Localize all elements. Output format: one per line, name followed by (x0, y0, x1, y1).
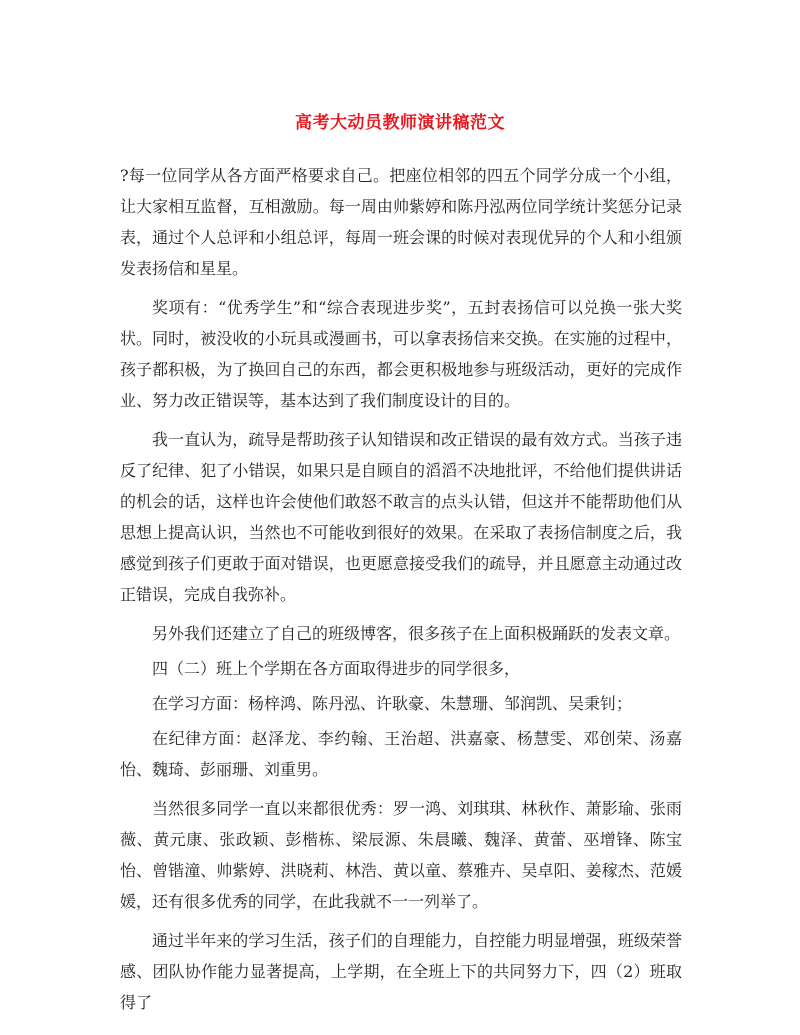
paragraph-9: 通过半年来的学习生活，孩子们的自理能力，自控能力明显增强，班级荣誉感、团队协作能力显著提高，上学期，在全班上下的共同努力下，四（2）班取得了 (120, 931, 682, 1012)
paragraph-4: 另外我们还建立了自己的班级博客，很多孩子在上面积极踊跃的发表文章。 (152, 624, 681, 643)
paragraph-5: 四（二）班上个学期在各方面取得进步的同学很多， (152, 659, 521, 678)
paragraph-6: 在学习方面：杨梓鸿、陈丹泓、许耿豪、朱慧珊、邹润凯、吴秉钊； (152, 694, 633, 713)
paragraph-1: ?每一位同学从各方面严格要求自己。把座位相邻的四五个同学分成一个小组，让大家相互监督，互相激励。每一周由帅紫婷和陈丹泓两位同学统计奖惩分记录表，通过个人总评和小组总评，每周一班会课的时候对表现优异的个人和小组颁发表扬信和星星。 (120, 166, 682, 278)
paragraph-3: 我一直认为，疏导是帮助孩子认知错误和改正错误的最有效方式。当孩子违反了纪律、犯了小错误，如果只是自顾自的滔滔不决地批评，不给他们提供讲话的机会的话，这样也许会使他们敢怒不敢言的点头认错，但这并不能帮助他们从思想上提高认识，当然也不可能收到很好的效果。在采取了表扬信制度之后，我感觉到孩子们更敢于面对错误，也更愿意接受我们的疏导，并且愿意主动通过改正错误，完成自我弥补。 (120, 430, 682, 604)
document-body (120, 160, 682, 1026)
paragraph-8: 当然很多同学一直以来都很优秀：罗一鸿、刘琪琪、林秋作、萧影瑜、张雨薇、黄元康、张政颖、彭楷栋、梁辰源、朱晨曦、魏泽、黄蕾、巫增锋、陈宝怡、曾锴潼、帅紫婷、洪晓莉、林浩、黄以童、蔡雅卉、吴卓阳、姜稼杰、范媛媛，还有很多优秀的同学，在此我就不一一列举了。 (120, 799, 682, 911)
document-title: 高考大动员教师演讲稿范文 (295, 113, 505, 133)
paragraph-2: 奖项有：“优秀学生”和“综合表现进步奖”，五封表扬信可以兑换一张大奖状。同时，被没收的小玩具或漫画书，可以拿表扬信来交换。在实施的过程中，孩子都积极，为了换回自己的东西，都会更积极地参与班级活动，更好的完成作业、努力改正错误等，基本达到了我们制度设计的目的。 (120, 298, 682, 410)
paragraph-7: 在纪律方面：赵泽龙、李约翰、王治超、洪嘉豪、杨慧雯、邓创荣、汤嘉怡、魏琦、彭丽珊、刘重男。 (120, 729, 682, 779)
